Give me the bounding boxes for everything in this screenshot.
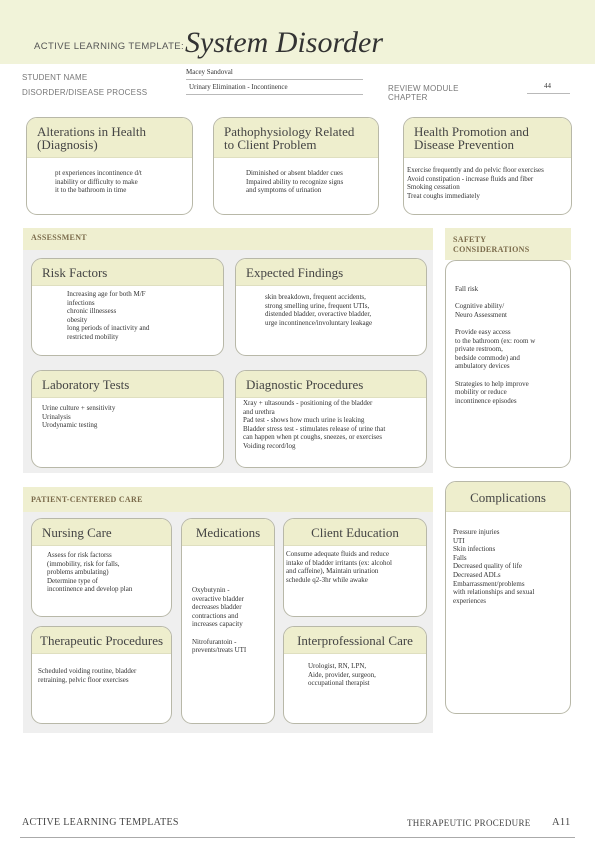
therapeutic-procedures-box bbox=[31, 626, 172, 724]
student-name-value: Macey Sandoval bbox=[186, 68, 233, 76]
client-education-title: Client Education bbox=[284, 519, 426, 546]
footer-right: THERAPEUTIC PROCEDURE bbox=[407, 818, 531, 828]
footer-divider bbox=[20, 837, 575, 838]
complications-title: Complications bbox=[446, 482, 570, 512]
student-name-field[interactable] bbox=[186, 68, 363, 80]
disorder-field[interactable] bbox=[186, 83, 363, 95]
pathophysiology-box bbox=[213, 117, 379, 215]
review-module-label: REVIEW MODULE CHAPTER bbox=[388, 84, 459, 102]
pathophysiology-title: Pathophysiology Related to Client Problem bbox=[214, 118, 378, 158]
footer-left: ACTIVE LEARNING TEMPLATES bbox=[22, 817, 179, 828]
laboratory-tests-title: Laboratory Tests bbox=[32, 371, 223, 398]
laboratory-tests-body: Urine culture + sensitivity Urinalysis Urodynamic testing bbox=[42, 404, 116, 430]
client-education-box bbox=[283, 518, 427, 617]
interprofessional-care-box bbox=[283, 626, 427, 724]
safety-box bbox=[445, 260, 571, 468]
therapeutic-procedures-title: Therapeutic Procedures bbox=[32, 627, 171, 654]
alterations-body: pt experiences incontinence d/t inability or difficulty to make it to the bathroom in time bbox=[55, 169, 142, 195]
disorder-value: Urinary Elimination - Incontinence bbox=[189, 83, 288, 91]
risk-factors-body: Increasing age for both M/F infections chronic illnessess obesity long periods of inactivity and restricted mobility bbox=[67, 290, 150, 341]
complications-body: Pressure injuries UTI Skin infections Falls Decreased quality of life Decreased ADLs Embarrassment/problems with relationships and sexual experiences bbox=[453, 528, 535, 605]
medications-title: Medications bbox=[182, 519, 274, 546]
diagnostic-procedures-body: Xray + ultasounds - positioning of the bladder and urethra Pad test - shows how much urine is leaking Bladder stress test - stimulates release of urine that can happen when pt coughs, sneezes, or exercises Voiding record/log bbox=[243, 399, 386, 450]
pathophysiology-body: Diminished or absent bladder cues Impaired ability to recognize signs and symptoms of urination bbox=[246, 169, 344, 195]
assessment-heading: ASSESSMENT bbox=[23, 228, 433, 250]
alterations-box bbox=[26, 117, 193, 215]
patient-care-heading: PATIENT-CENTERED CARE bbox=[23, 487, 433, 512]
health-promotion-title: Health Promotion and Disease Prevention bbox=[404, 118, 571, 158]
review-module-field[interactable] bbox=[527, 82, 570, 94]
diagnostic-procedures-title: Diagnostic Procedures bbox=[236, 371, 426, 398]
laboratory-tests-box bbox=[31, 370, 224, 468]
nursing-care-box bbox=[31, 518, 172, 617]
interprofessional-care-body: Urologist, RN, LPN, Aide, provider, surgeon, occupational therapist bbox=[308, 662, 376, 688]
safety-heading: SAFETY CONSIDERATIONS bbox=[445, 228, 571, 260]
complications-box bbox=[445, 481, 571, 714]
risk-factors-title: Risk Factors bbox=[32, 259, 223, 286]
expected-findings-box bbox=[235, 258, 427, 356]
review-module-value: 44 bbox=[544, 82, 551, 90]
footer-page-number: A11 bbox=[552, 817, 571, 828]
risk-factors-box bbox=[31, 258, 224, 356]
student-name-label: STUDENT NAME bbox=[22, 73, 88, 82]
disorder-label: DISORDER/DISEASE PROCESS bbox=[22, 88, 148, 97]
medications-body: Oxybutynin - overactive bladder decreases bladder contractions and increases capacity Nitrofurantoin - prevents/treats UTI bbox=[192, 586, 247, 655]
nursing-care-body: Assess for risk factorss (immobility, risk for falls, problems ambulating) Determine type of incontinence and develop plan bbox=[47, 551, 133, 594]
client-education-body: Consume adequate fluids and reduce intake of bladder irritants (ex: alcohol and caffeine), Maintain urination schedule q2-3hr while awake bbox=[286, 550, 392, 584]
template-title: System Disorder bbox=[185, 26, 384, 59]
health-promotion-box bbox=[403, 117, 572, 215]
template-label: ACTIVE LEARNING TEMPLATE: bbox=[34, 41, 185, 52]
alterations-title: Alterations in Health (Diagnosis) bbox=[27, 118, 192, 158]
expected-findings-title: Expected Findings bbox=[236, 259, 426, 286]
health-promotion-body: Exercise frequently and do pelvic floor exercises Avoid constipation - increase fluids and fiber Smoking cessation Treat coughs immediately bbox=[407, 166, 544, 200]
medications-box bbox=[181, 518, 275, 724]
safety-body: Fall risk Cognitive ability/ Neuro Assessment Provide easy access to the bathroom (ex: room w private restroom, bedside commode) and ambulatory devices Strategies to help improve mobility or reduce incontinence episodes bbox=[455, 285, 536, 405]
therapeutic-procedures-body: Scheduled voiding routine, bladder retraining, pelvic floor exercises bbox=[38, 667, 137, 684]
interprofessional-care-title: Interprofessional Care bbox=[284, 627, 426, 654]
nursing-care-title: Nursing Care bbox=[32, 519, 171, 546]
expected-findings-body: skin breakdown, frequent accidents, strong smelling urine, frequent UTIs, distended bladder, overactive bladder, urge incontinence/involuntary leakage bbox=[265, 293, 373, 327]
diagnostic-procedures-box bbox=[235, 370, 427, 468]
